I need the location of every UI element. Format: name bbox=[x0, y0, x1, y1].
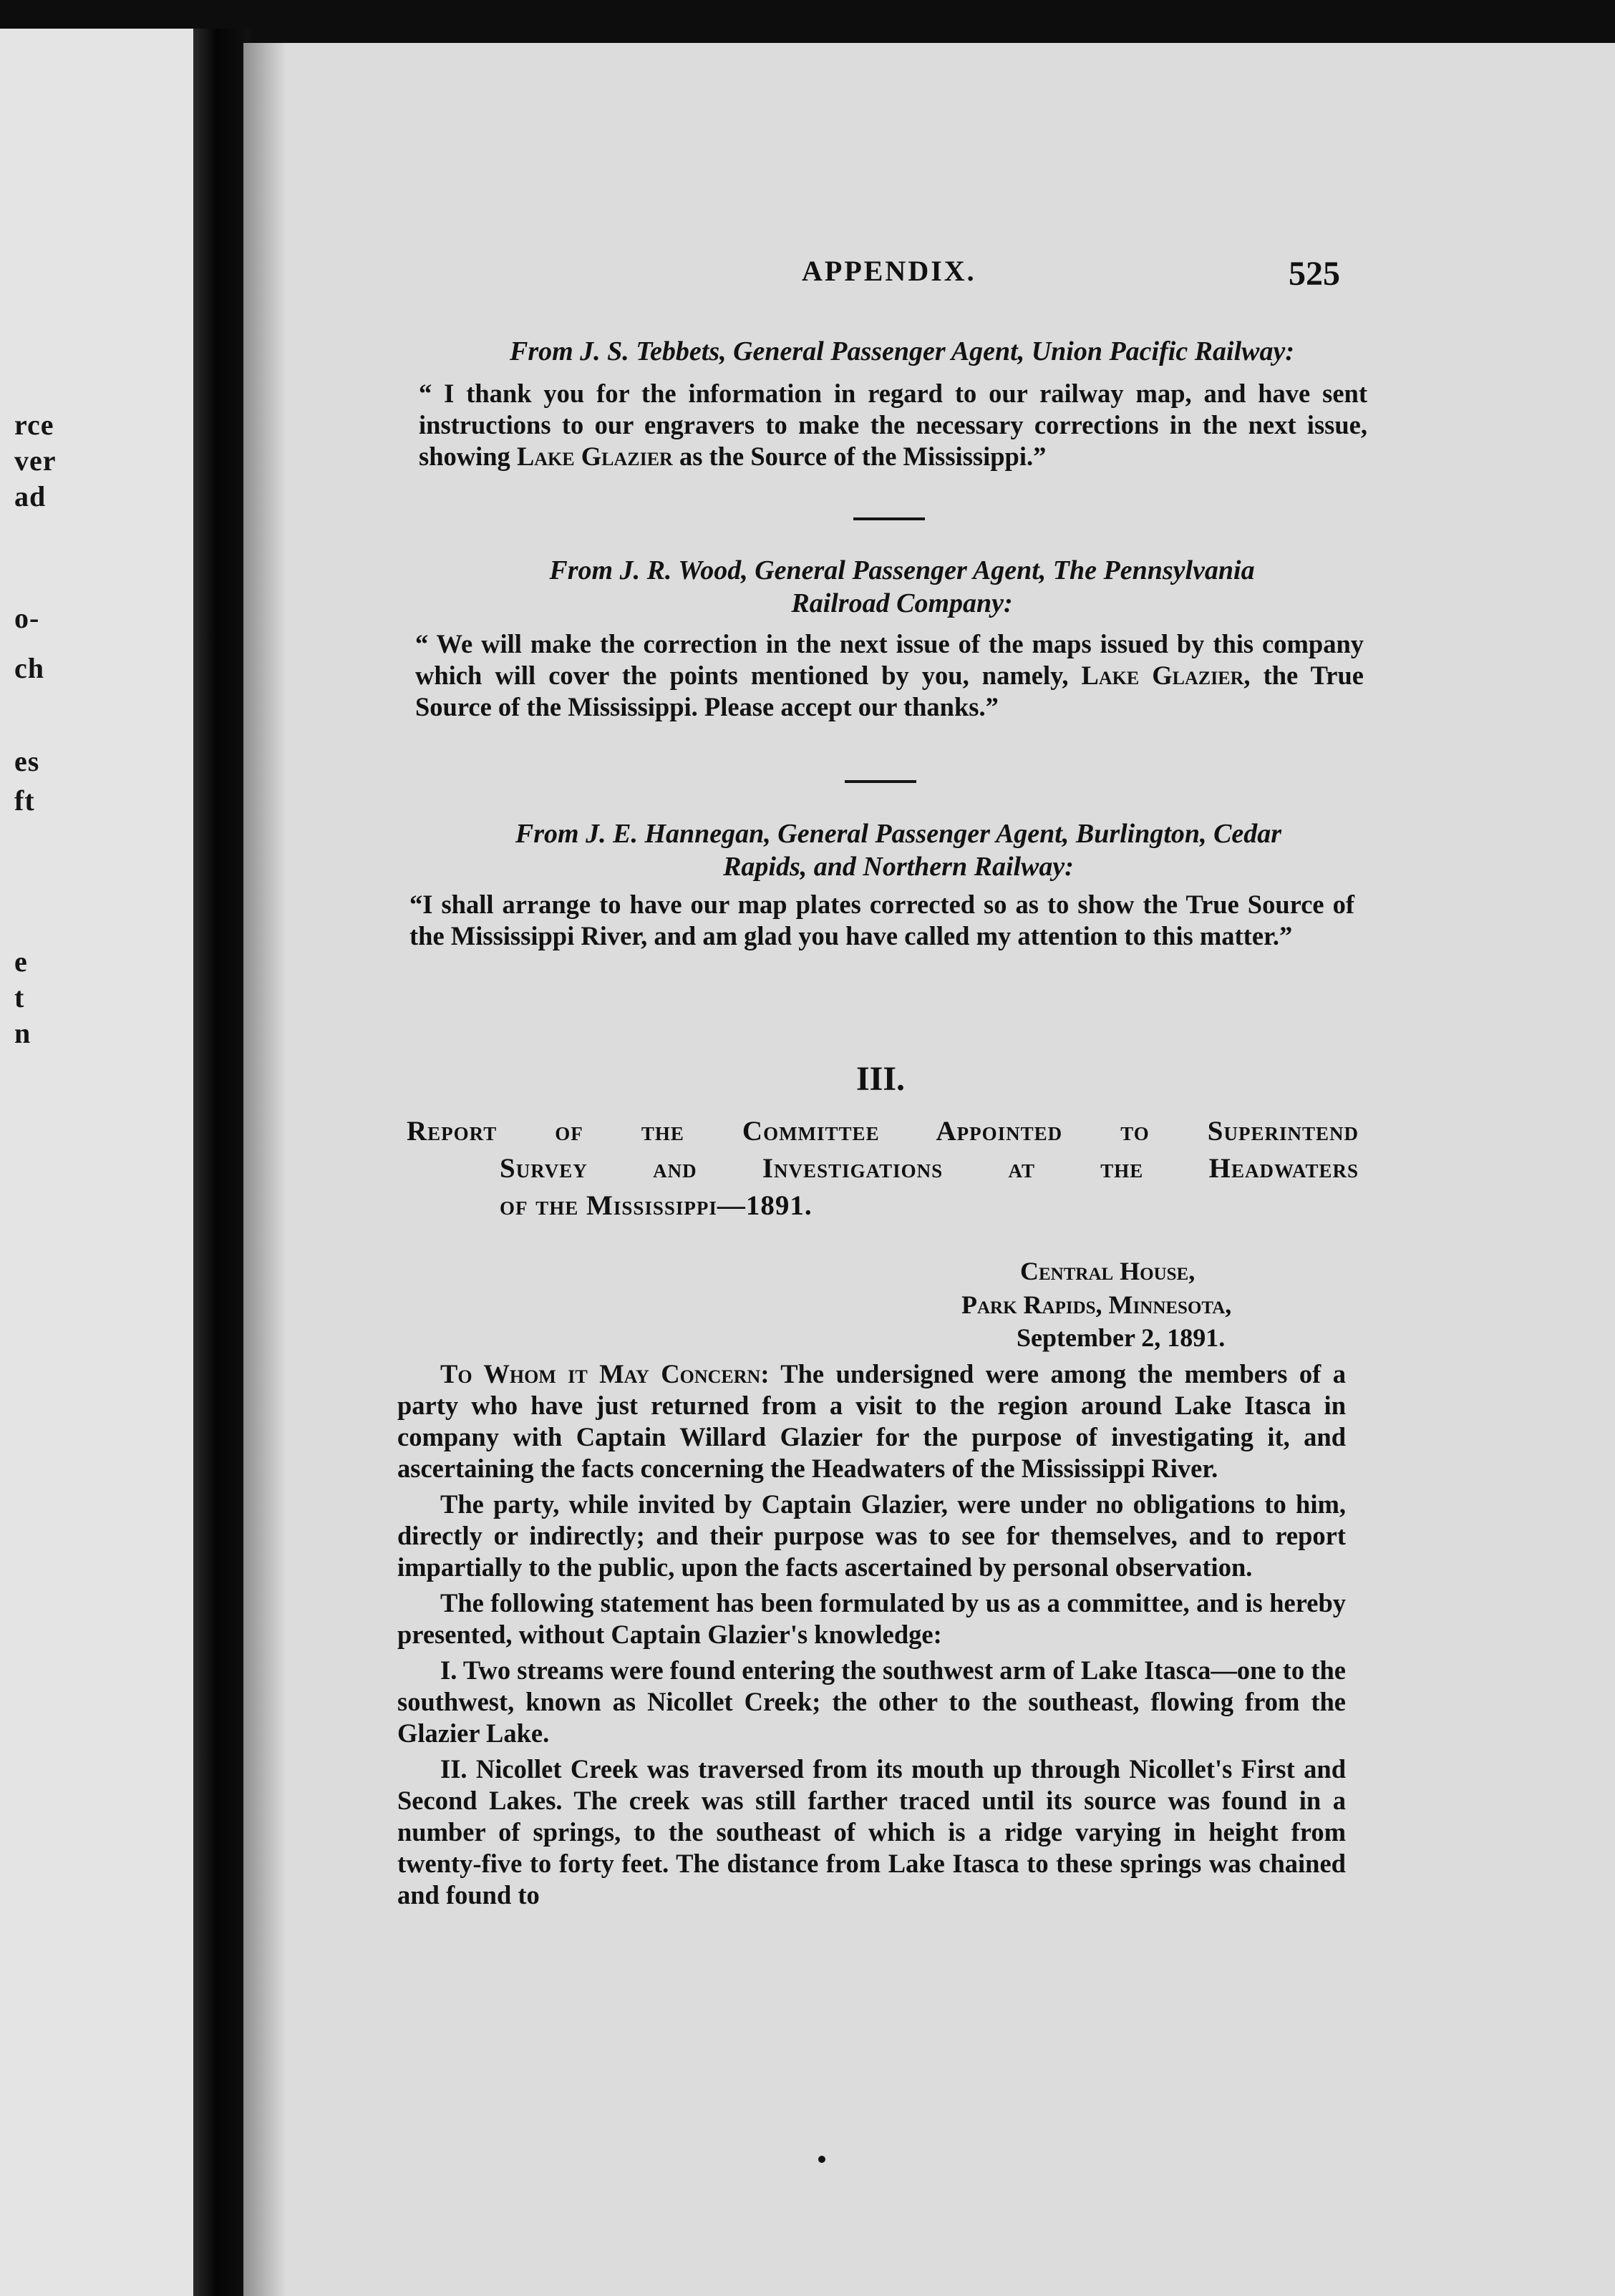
left-facing-page bbox=[0, 29, 206, 2296]
running-header: APPENDIX. bbox=[802, 255, 976, 287]
letter-attribution bbox=[408, 817, 1389, 883]
attribution-line: From J. E. Hannegan, General Passenger Agent, Burlington, Cedar bbox=[515, 819, 1282, 849]
letter-attribution bbox=[415, 554, 1389, 620]
report-title-line: Report of the Committee Appointed to Superintend bbox=[407, 1116, 1359, 1147]
report-title-line: of the Mississippi—1891. bbox=[500, 1190, 813, 1221]
book-gutter bbox=[193, 29, 251, 2296]
report-body bbox=[397, 1358, 1346, 1911]
report-title bbox=[407, 1113, 1359, 1225]
body-paragraph: II. Nicollet Creek was traversed from its mouth up through Nicollet's First and Second Lakes. The creek was still farther traced until its source was found in a number of springs, to the southeast of which is a ridge varying in height from twenty-five to forty feet. The distance from Lake Itasca to these springs was chained and found to bbox=[397, 1754, 1346, 1910]
attribution-line: From J. R. Wood, General Passenger Agent, The Pennsylvania bbox=[549, 555, 1255, 585]
left-page-fragment: e bbox=[14, 945, 28, 978]
section-numeral: III. bbox=[856, 1060, 906, 1098]
page-edge-shadow bbox=[243, 43, 286, 2296]
letter-attribution: From J. S. Tebbets, General Passenger Agent, Union Pacific Railway: bbox=[509, 336, 1295, 366]
page-number: 525 bbox=[1289, 255, 1340, 293]
left-page-fragment: ft bbox=[14, 784, 35, 817]
divider-rule bbox=[853, 517, 925, 520]
body-paragraph: To Whom it May Concern: The undersigned were among the members of a party who have just returned from a visit to the region around Lake Itasca in company with Captain Willard Glazier for the purpose of investigating it, and ascertaining the facts concerning the Headwaters of the Mississippi River. bbox=[397, 1359, 1346, 1483]
salutation: To Whom it May Concern: bbox=[440, 1359, 770, 1388]
address-line: Central House, bbox=[1020, 1257, 1196, 1285]
letter-quote: “I shall arrange to have our map plates corrected so as to show the True Source of the Mississippi River, and am glad you have called my attention to this matter.” bbox=[409, 890, 1354, 950]
letter-quote: “ We will make the correction in the next issue of the maps issued by this company which will cover the points mentioned by you, namely, Lake Glazier, the True Source of the Mississippi. Please accept our thanks.” bbox=[415, 629, 1364, 721]
left-page-fragment: ch bbox=[14, 652, 44, 684]
report-title-line: Survey and Investigations at the Headwaters bbox=[500, 1153, 1359, 1184]
attribution-line: Railroad Company: bbox=[791, 588, 1013, 618]
left-page-fragment: ad bbox=[14, 480, 47, 512]
body-paragraph: The following statement has been formulated by us as a committee, and is hereby presented, without Captain Glazier's knowledge: bbox=[397, 1588, 1346, 1649]
page-mark bbox=[818, 2156, 825, 2163]
body-paragraph: I. Two streams were found entering the southwest arm of Lake Itasca—one to the southwest, known as Nicollet Creek; the other to the southeast, flowing from the Glazier Lake. bbox=[397, 1655, 1346, 1748]
address-line: Park Rapids, Minnesota, bbox=[961, 1290, 1232, 1319]
left-page-fragment: t bbox=[14, 981, 25, 1013]
left-page-fragment: rce bbox=[14, 409, 54, 441]
left-page-fragment: ver bbox=[14, 444, 57, 477]
left-page-fragment: es bbox=[14, 745, 40, 777]
letter-quote: “ I thank you for the information in regard to our railway map, and have sent instructions to our engravers to make the necessary corrections in the next issue, showing Lake Glazier as the Source of the Mississippi.” bbox=[419, 379, 1367, 471]
body-paragraph: The party, while invited by Captain Glazier, were under no obligations to him, directly or indirectly; and their purpose was to see for themselves, and to report impartially to the public, upon the facts ascertained by personal observation. bbox=[397, 1489, 1346, 1582]
attribution-line: Rapids, and Northern Railway: bbox=[723, 852, 1074, 882]
date-line: September 2, 1891. bbox=[1017, 1323, 1226, 1352]
divider-rule bbox=[845, 780, 916, 783]
left-page-fragment: o- bbox=[14, 602, 40, 634]
left-page-fragment: n bbox=[14, 1017, 31, 1049]
